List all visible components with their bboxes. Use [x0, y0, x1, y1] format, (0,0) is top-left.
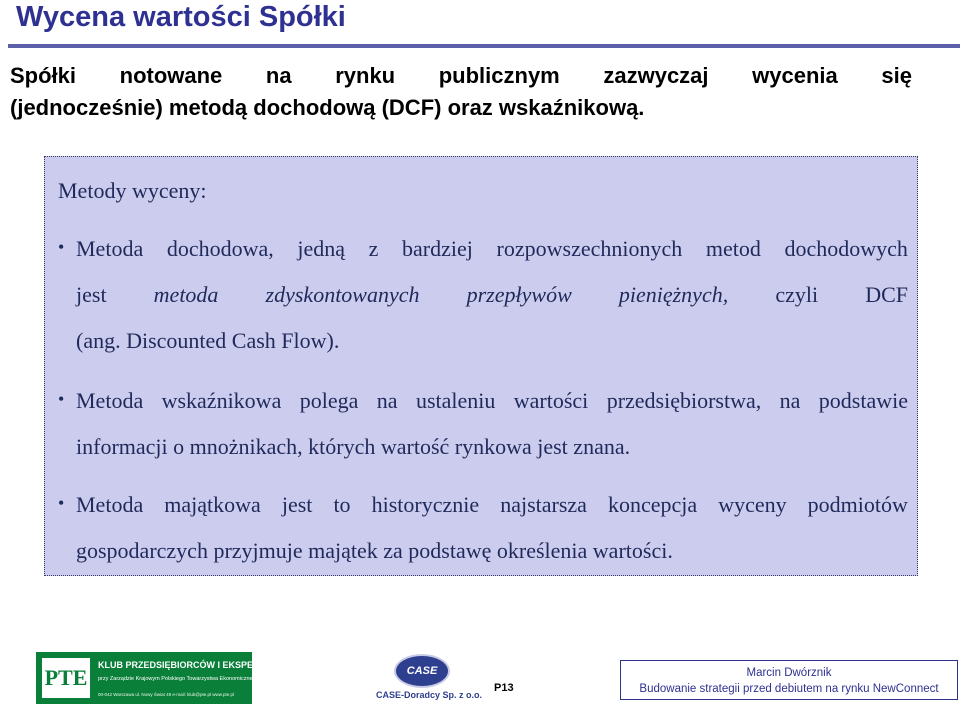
bullet-text — [76, 235, 908, 373]
word: wartości — [513, 388, 589, 413]
case-mark-icon: CASE — [394, 654, 450, 688]
bullet-text — [76, 491, 908, 583]
word: najstarsza — [500, 492, 587, 517]
pte-logo-subtitle: przy Zarządzie Krajowym Polskiego Towarzystwa Ekonomicznego — [98, 676, 259, 682]
bullet-dot-icon: • — [58, 237, 65, 257]
word: Metoda — [76, 236, 144, 261]
word: majątkowa — [164, 492, 261, 517]
word: to — [333, 492, 351, 517]
line-text: gospodarczych przyjmuje majątek za podstawę określenia wartości. — [76, 538, 673, 563]
word: metod — [705, 236, 761, 261]
word: wyceny — [718, 492, 787, 517]
bullet-dot-icon: • — [58, 389, 65, 409]
intro-line-2: (jednocześnie) metodą dochodową (DCF) oraz wskaźnikową. — [10, 95, 645, 120]
pte-logo-contact: 00-042 Warszawa ul. Nowy Świat 49 e-mail: klub@pte.pl www.pte.pl — [98, 692, 234, 697]
word: koncepcja — [607, 492, 698, 517]
text-line — [76, 537, 908, 583]
word: dochodowych — [784, 236, 908, 261]
intro-word: na — [265, 63, 292, 88]
slide-title: Wycena wartości Spółki — [16, 1, 346, 33]
word-italic: zdyskontowanych — [265, 282, 420, 307]
intro-line-1 — [10, 60, 912, 92]
word: przedsiębiorstwa, — [606, 388, 762, 413]
text-line — [76, 327, 908, 373]
footer-author: Marcin Dwórznik — [746, 667, 832, 679]
word: na — [779, 388, 801, 413]
text-line — [76, 433, 908, 479]
footer-presentation-title: Budowanie strategii przed debiutem na rynku NewConnect — [639, 683, 939, 695]
pte-logo-title: KLUB PRZEDSIĘBIORCÓW I EKSPERTÓW — [98, 660, 281, 670]
valuation-methods-box — [44, 156, 918, 576]
word: Metoda — [76, 492, 144, 517]
footer-author-box — [620, 660, 958, 700]
word: DCF — [865, 282, 908, 307]
word: jedną — [297, 236, 346, 261]
text-line — [76, 235, 908, 281]
case-logo-text: CASE-Doradcy Sp. z o.o. — [376, 690, 483, 700]
intro-word: rynku — [335, 63, 396, 88]
pte-mark-icon: PTE — [40, 656, 92, 700]
word: wskaźnikowa — [161, 388, 282, 413]
word: ustaleniu — [415, 388, 496, 413]
text-line — [76, 387, 908, 433]
word: historycznie — [371, 492, 480, 517]
word: na — [376, 388, 398, 413]
case-doradcy-logo — [376, 652, 483, 704]
word: jest — [281, 492, 313, 517]
word-italic: metoda — [153, 282, 219, 307]
title-divider — [8, 44, 960, 48]
word: czyli — [775, 282, 819, 307]
word: z — [368, 236, 379, 261]
intro-word: zazwyczaj — [603, 63, 709, 88]
word-italic: pieniężnych, — [618, 282, 729, 307]
pte-club-logo — [36, 652, 281, 704]
word: polega — [299, 388, 359, 413]
line-text: informacji o mnożnikach, których wartość rynkowa jest znana. — [76, 434, 631, 459]
text-line — [76, 281, 908, 327]
intro-word: się — [881, 63, 912, 88]
line-text: (ang. Discounted Cash Flow). — [76, 328, 340, 353]
word: jest — [76, 282, 107, 307]
word-italic: przepływów — [466, 282, 572, 307]
intro-word: wycenia — [752, 63, 838, 88]
bullet-text — [76, 387, 908, 479]
intro-word: Spółki — [10, 63, 77, 88]
intro-paragraph — [10, 60, 912, 124]
word: rozpowszechnionych — [496, 236, 683, 261]
intro-word: notowane — [119, 63, 223, 88]
word: dochodowa, — [166, 236, 274, 261]
text-line — [76, 491, 908, 537]
word: podstawie — [818, 388, 908, 413]
bullet-dot-icon: • — [58, 493, 65, 513]
intro-word: publicznym — [438, 63, 560, 88]
word: bardziej — [402, 236, 473, 261]
page-number: P13 — [494, 682, 514, 694]
word: Metoda — [76, 388, 144, 413]
word: podmiotów — [807, 492, 908, 517]
methods-heading: Metody wyceny: — [58, 178, 207, 203]
